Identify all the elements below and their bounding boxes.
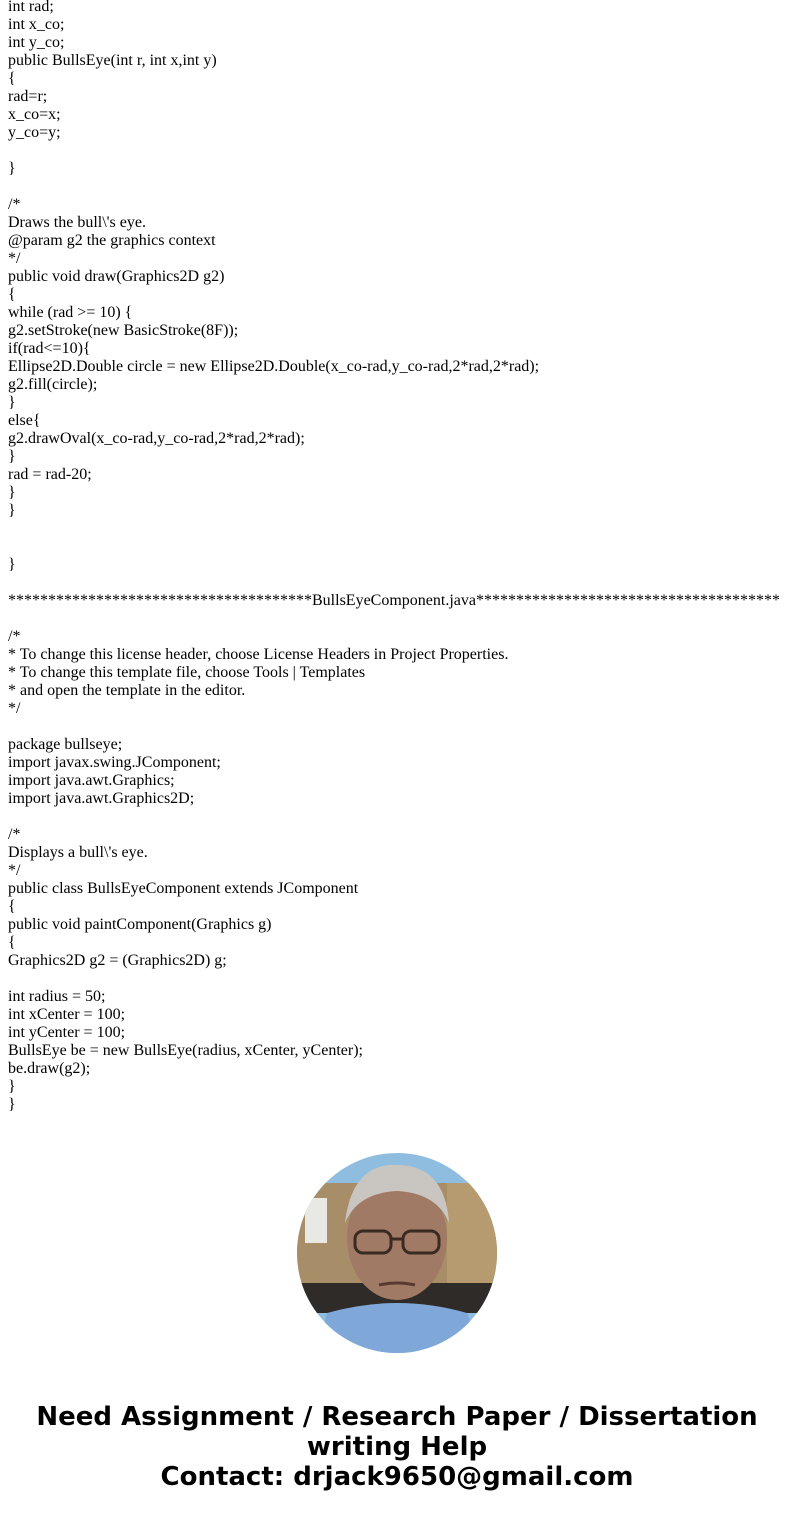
code-line: Ellipse2D.Double circle = new Ellipse2D.Double(x_co-rad,y_co-rad,2*rad,2*rad); bbox=[8, 358, 540, 375]
code-line: public void paintComponent(Graphics g) bbox=[8, 916, 272, 933]
code-line: g2.fill(circle); bbox=[8, 376, 98, 393]
code-line: package bullseye; bbox=[8, 736, 123, 753]
code-line: public void draw(Graphics2D g2) bbox=[8, 268, 225, 285]
banner-contact-email: Contact: drjack9650@gmail.com bbox=[160, 1462, 634, 1492]
code-line: g2.setStroke(new BasicStroke(8F)); bbox=[8, 322, 239, 339]
code-line: /* bbox=[8, 826, 21, 843]
code-line: } bbox=[8, 502, 16, 519]
code-line: rad = rad-20; bbox=[8, 466, 92, 483]
code-line: { bbox=[8, 934, 16, 951]
code-line: int x_co; bbox=[8, 16, 65, 33]
code-line: * To change this license header, choose License Headers in Project Properties. bbox=[8, 646, 509, 663]
code-line: */ bbox=[8, 862, 21, 879]
code-line bbox=[8, 808, 780, 826]
code-line: if(rad<=10){ bbox=[8, 340, 91, 357]
code-line: import java.awt.Graphics; bbox=[8, 772, 175, 789]
code-line: y_co=y; bbox=[8, 124, 61, 141]
code-line: */ bbox=[8, 700, 21, 717]
code-line: } bbox=[8, 484, 16, 501]
code-line: /* bbox=[8, 196, 21, 213]
code-line: int y_co; bbox=[8, 34, 65, 51]
contact-banner bbox=[0, 1402, 794, 1492]
code-line bbox=[8, 178, 780, 196]
code-line: Graphics2D g2 = (Graphics2D) g; bbox=[8, 952, 227, 969]
code-line bbox=[8, 970, 780, 988]
code-line: } bbox=[8, 1078, 16, 1095]
code-line: import java.awt.Graphics2D; bbox=[8, 790, 195, 807]
code-line bbox=[8, 520, 780, 538]
code-line: Draws the bull\'s eye. bbox=[8, 214, 146, 231]
code-line bbox=[8, 718, 780, 736]
code-line: } bbox=[8, 394, 16, 411]
code-line bbox=[8, 574, 780, 592]
code-line: { bbox=[8, 286, 16, 303]
code-line: int radius = 50; bbox=[8, 988, 106, 1005]
code-line: while (rad >= 10) { bbox=[8, 304, 133, 321]
code-line: BullsEye be = new BullsEye(radius, xCenter, yCenter); bbox=[8, 1042, 363, 1059]
code-line: { bbox=[8, 70, 16, 87]
banner-line-1: Need Assignment / Research Paper / Dissertation bbox=[36, 1402, 758, 1432]
code-line: */ bbox=[8, 250, 21, 267]
code-line bbox=[8, 538, 780, 556]
code-line: int yCenter = 100; bbox=[8, 1024, 126, 1041]
code-line: int rad; bbox=[8, 0, 54, 15]
author-photo bbox=[297, 1153, 497, 1353]
code-line: int xCenter = 100; bbox=[8, 1006, 126, 1023]
code-line: else{ bbox=[8, 412, 41, 429]
code-line: x_co=x; bbox=[8, 106, 61, 123]
code-line: * and open the template in the editor. bbox=[8, 682, 246, 699]
banner-line-2: writing Help bbox=[306, 1432, 488, 1462]
code-line: g2.drawOval(x_co-rad,y_co-rad,2*rad,2*rad); bbox=[8, 430, 305, 447]
code-line: @param g2 the graphics context bbox=[8, 232, 216, 249]
code-line: be.draw(g2); bbox=[8, 1060, 91, 1077]
code-line: } bbox=[8, 556, 16, 573]
code-listing bbox=[8, 0, 780, 1114]
code-line: /* bbox=[8, 628, 21, 645]
code-line: public BullsEye(int r, int x,int y) bbox=[8, 52, 217, 69]
code-line bbox=[8, 610, 780, 628]
code-line: public class BullsEyeComponent extends JComponent bbox=[8, 880, 359, 897]
code-line: } bbox=[8, 448, 16, 465]
code-line: **************************************BullsEyeComponent.java************************************** bbox=[8, 592, 780, 609]
code-line: } bbox=[8, 1096, 16, 1113]
code-line: * To change this template file, choose Tools | Templates bbox=[8, 664, 366, 681]
code-line: { bbox=[8, 898, 16, 915]
code-line: rad=r; bbox=[8, 88, 48, 105]
code-line: Displays a bull\'s eye. bbox=[8, 844, 148, 861]
code-line: } bbox=[8, 160, 16, 177]
code-line: import javax.swing.JComponent; bbox=[8, 754, 221, 771]
code-line bbox=[8, 142, 780, 160]
